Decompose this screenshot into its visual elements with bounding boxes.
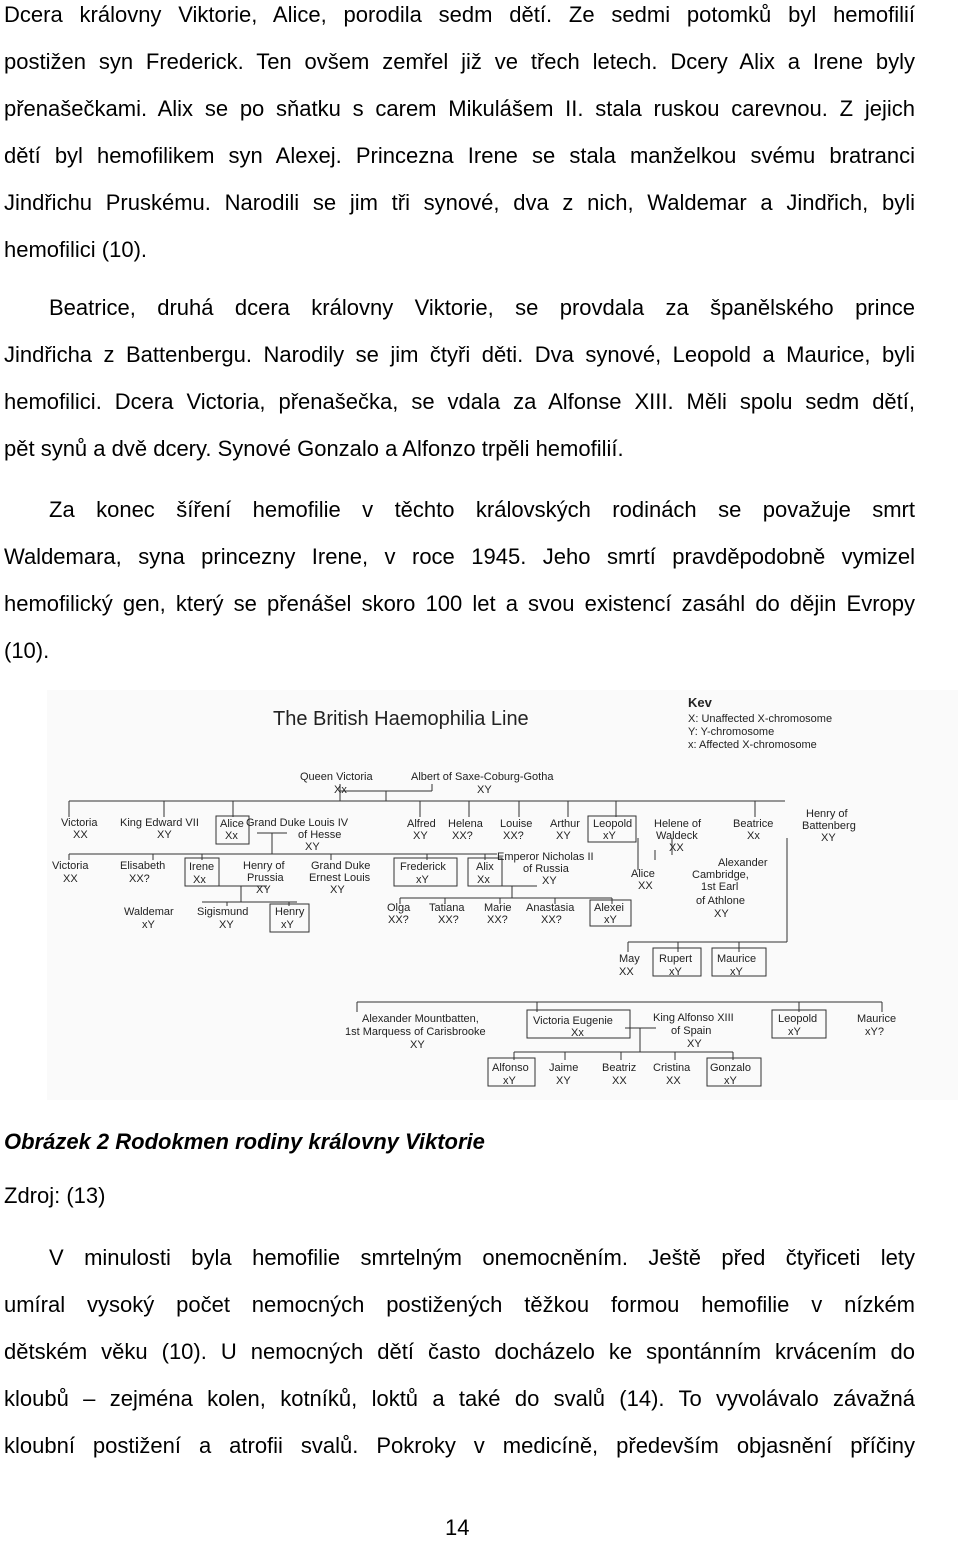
svg-text:Xx: Xx	[477, 874, 490, 886]
svg-text:of Russia: of Russia	[523, 863, 569, 875]
svg-text:Elisabeth: Elisabeth	[120, 860, 166, 872]
svg-text:xY: xY	[604, 914, 617, 926]
text-line: přenašečkami. Alix se po sňatku s carem Mikulášem II. stala ruskou carevnou. Z jejich	[4, 96, 915, 121]
svg-text:Jaime: Jaime	[549, 1062, 579, 1074]
text-line: postižen syn Frederick. Ten ovšem zemřel již ve třech letech. Dcery Alix a Irene byly	[4, 49, 915, 74]
svg-text:King Alfonso XIII: King Alfonso XIII	[653, 1012, 734, 1024]
svg-text:XX?: XX?	[452, 830, 473, 842]
paragraph-royal-hemophilia-alice	[4, 0, 915, 273]
svg-text:of Athlone: of Athlone	[696, 895, 745, 907]
svg-text:XY: XY	[556, 830, 571, 842]
svg-text:Anastasia: Anastasia	[526, 902, 575, 914]
svg-text:XX?: XX?	[541, 914, 562, 926]
svg-text:xY: xY	[142, 919, 155, 931]
svg-text:Waldemar: Waldemar	[124, 906, 174, 918]
svg-text:King Edward VII: King Edward VII	[120, 817, 199, 829]
svg-text:Alexander: Alexander	[718, 857, 768, 869]
text-line: kloubní postižení a atrofii svalů. Pokroky v medicíně, především objasnění příčiny	[4, 1433, 915, 1458]
svg-text:XX: XX	[669, 842, 684, 854]
svg-text:Marie: Marie	[484, 902, 512, 914]
svg-text:XY: XY	[305, 841, 320, 853]
svg-text:XY: XY	[821, 832, 836, 844]
svg-text:Tatiana: Tatiana	[429, 902, 465, 914]
svg-text:Prussia: Prussia	[247, 872, 284, 884]
person-olga	[387, 902, 411, 926]
svg-text:xY: xY	[603, 830, 616, 842]
svg-text:XY: XY	[542, 875, 557, 887]
text-line: dětském věku (10). U nemocných dětí často docházelo ke spontánním krvácením do	[4, 1339, 915, 1364]
svg-text:Olga: Olga	[387, 902, 411, 914]
text-line: Waldemara, syna princezny Irene, v roce 1945. Jeho smrtí pravděpodobně vymizel	[4, 544, 915, 569]
text-line: hemofilici (10).	[4, 237, 148, 262]
svg-text:Victoria: Victoria	[61, 817, 98, 829]
svg-text:Xx: Xx	[225, 830, 238, 842]
svg-text:Alexei: Alexei	[594, 902, 624, 914]
svg-text:Henry: Henry	[275, 906, 305, 918]
svg-text:Xx: Xx	[334, 784, 347, 796]
svg-text:xY: xY	[724, 1075, 737, 1087]
svg-text:XY: XY	[410, 1039, 425, 1051]
svg-text:XX?: XX?	[388, 914, 409, 926]
svg-text:xY: xY	[788, 1026, 801, 1038]
svg-text:Alfonso: Alfonso	[492, 1062, 529, 1074]
svg-text:XX: XX	[63, 873, 78, 885]
svg-text:xY: xY	[416, 874, 429, 886]
svg-text:xY: xY	[730, 966, 743, 978]
svg-text:xY: xY	[669, 966, 682, 978]
svg-text:XY: XY	[157, 829, 172, 841]
svg-text:Arthur: Arthur	[550, 818, 580, 830]
svg-text:Alfred: Alfred	[407, 818, 436, 830]
key-line: x: Affected X-chromosome	[688, 739, 817, 751]
text-line: Dcera královny Viktorie, Alice, porodila sedm dětí. Ze sedmi potomků byl hemofilií	[4, 2, 915, 27]
svg-text:Victoria: Victoria	[52, 860, 89, 872]
svg-text:Battenberg: Battenberg	[802, 820, 856, 832]
svg-text:Queen Victoria: Queen Victoria	[300, 771, 373, 783]
svg-text:Grand Duke: Grand Duke	[311, 860, 371, 872]
svg-text:Leopold: Leopold	[593, 818, 633, 830]
text-line: dětí byl hemofilikem syn Alexej. Princezna Irene se stala manželkou svému bratranci	[4, 143, 915, 168]
svg-text:XX: XX	[619, 966, 634, 978]
svg-text:Henry of: Henry of	[243, 860, 285, 872]
svg-text:XY: XY	[687, 1038, 702, 1050]
svg-text:Henry of: Henry of	[806, 808, 848, 820]
svg-text:Victoria Eugenie: Victoria Eugenie	[533, 1015, 613, 1027]
key-heading: Kev	[688, 695, 712, 710]
person-marie	[484, 902, 512, 926]
svg-text:May: May	[619, 953, 640, 965]
figure-source: Zdroj: (13)	[4, 1183, 106, 1208]
svg-text:Frederick: Frederick	[400, 861, 446, 873]
svg-text:Cambridge,: Cambridge,	[692, 869, 749, 881]
text-line: Jindřichu Pruskému. Narodili se jim tři synové, dva z nich, Waldemar a Jindřich, byli	[4, 190, 915, 215]
svg-text:Cristina: Cristina	[653, 1062, 691, 1074]
svg-text:XX?: XX?	[487, 914, 508, 926]
svg-text:Alexander Mountbatten,: Alexander Mountbatten,	[362, 1013, 479, 1025]
svg-text:Helene of: Helene of	[654, 818, 702, 830]
svg-text:XY: XY	[477, 784, 492, 796]
svg-text:Xx: Xx	[571, 1027, 584, 1039]
svg-text:Maurice: Maurice	[717, 953, 757, 965]
text-line: pět synů a dvě dcery. Synové Gonzalo a Alfonzo trpěli hemofilií.	[4, 436, 624, 461]
text-line: hemofilický gen, který se přenášel skoro 100 let a svou existencí zasáhl do dějin Evropy	[4, 591, 915, 616]
svg-text:Gonzalo: Gonzalo	[710, 1062, 751, 1074]
svg-text:XY: XY	[556, 1075, 571, 1087]
key-line: Y: Y-chromosome	[688, 726, 775, 738]
svg-text:XY: XY	[714, 908, 729, 920]
svg-text:Albert of Saxe-Coburg-Gotha: Albert of Saxe-Coburg-Gotha	[411, 771, 554, 783]
page-number: 14	[445, 1515, 470, 1540]
text-line: (10).	[4, 638, 50, 663]
svg-text:XX?: XX?	[503, 830, 524, 842]
svg-text:Rupert: Rupert	[659, 953, 693, 965]
svg-text:XX: XX	[612, 1075, 627, 1087]
svg-text:XX: XX	[666, 1075, 681, 1087]
text-line: Jindřicha z Battenbergu. Narodily se jim čtyři děti. Dva synové, Leopold a Maurice, byli	[4, 342, 915, 367]
svg-text:Emperor Nicholas II: Emperor Nicholas II	[497, 851, 594, 863]
svg-text:1st Earl: 1st Earl	[701, 881, 739, 893]
svg-text:Ernest Louis: Ernest Louis	[309, 872, 371, 884]
svg-text:XX?: XX?	[129, 873, 150, 885]
svg-text:xY?: xY?	[865, 1026, 884, 1038]
svg-text:of Hesse: of Hesse	[298, 829, 342, 841]
svg-text:XY: XY	[413, 830, 428, 842]
svg-text:Xx: Xx	[747, 830, 760, 842]
svg-text:Leopold: Leopold	[778, 1013, 818, 1025]
svg-text:XY: XY	[256, 884, 271, 896]
figure-caption: Obrázek 2 Rodokmen rodiny královny Viktorie	[4, 1129, 485, 1154]
svg-text:Waldeck: Waldeck	[656, 830, 698, 842]
svg-text:Alice: Alice	[631, 868, 655, 880]
paragraph-end-of-hemophilia	[4, 486, 915, 674]
svg-text:Xx: Xx	[193, 874, 206, 886]
svg-text:Beatriz: Beatriz	[602, 1062, 637, 1074]
key-line: X: Unaffected X-chromosome	[688, 713, 833, 725]
text-line: Za konec šíření hemofilie v těchto královských rodinách se považuje smrt	[49, 497, 915, 522]
svg-text:Maurice: Maurice	[857, 1013, 897, 1025]
svg-text:Irene: Irene	[189, 861, 215, 873]
svg-text:Louise: Louise	[500, 818, 533, 830]
svg-text:xY: xY	[503, 1075, 516, 1087]
text-line: umíral vysoký počet nemocných postižených těžkou formou hemofilie v nízkém	[4, 1292, 915, 1317]
figure-title: The British Haemophilia Line	[273, 708, 529, 730]
text-line: kloubů – zejména kolen, kotníků, loktů a také do svalů (14). To vyvolávalo závažná	[4, 1386, 915, 1411]
svg-text:Helena: Helena	[448, 818, 483, 830]
family-tree-figure	[47, 690, 958, 1100]
svg-text:XX?: XX?	[438, 914, 459, 926]
svg-text:Alice: Alice	[220, 818, 244, 830]
svg-text:Sigismund: Sigismund	[197, 906, 249, 918]
text-line: Beatrice, druhá dcera královny Viktorie, se provdala za španělského prince	[49, 295, 915, 320]
svg-text:of Spain: of Spain	[671, 1025, 712, 1037]
paragraph-beatrice	[4, 284, 915, 472]
svg-text:Alix: Alix	[476, 861, 494, 873]
text-line: V minulosti byla hemofilie smrtelným onemocněním. Ještě před čtyřiceti lety	[49, 1245, 915, 1270]
svg-text:1st Marquess of Carisbrooke: 1st Marquess of Carisbrooke	[345, 1026, 486, 1038]
svg-text:XY: XY	[219, 919, 234, 931]
svg-text:XX: XX	[638, 880, 653, 892]
paragraph-hemophilia-history	[4, 1234, 915, 1469]
svg-text:xY: xY	[281, 919, 294, 931]
svg-text:Beatrice: Beatrice	[733, 818, 774, 830]
text-line: hemofilici. Dcera Victoria, přenašečka, se vdala za Alfonse XIII. Měli spolu sedm dětí,	[4, 389, 915, 414]
svg-text:XY: XY	[330, 884, 345, 896]
family-tree-diagram	[47, 690, 958, 1100]
svg-text:Grand Duke Louis IV: Grand Duke Louis IV	[246, 817, 349, 829]
svg-text:XX: XX	[73, 829, 88, 841]
